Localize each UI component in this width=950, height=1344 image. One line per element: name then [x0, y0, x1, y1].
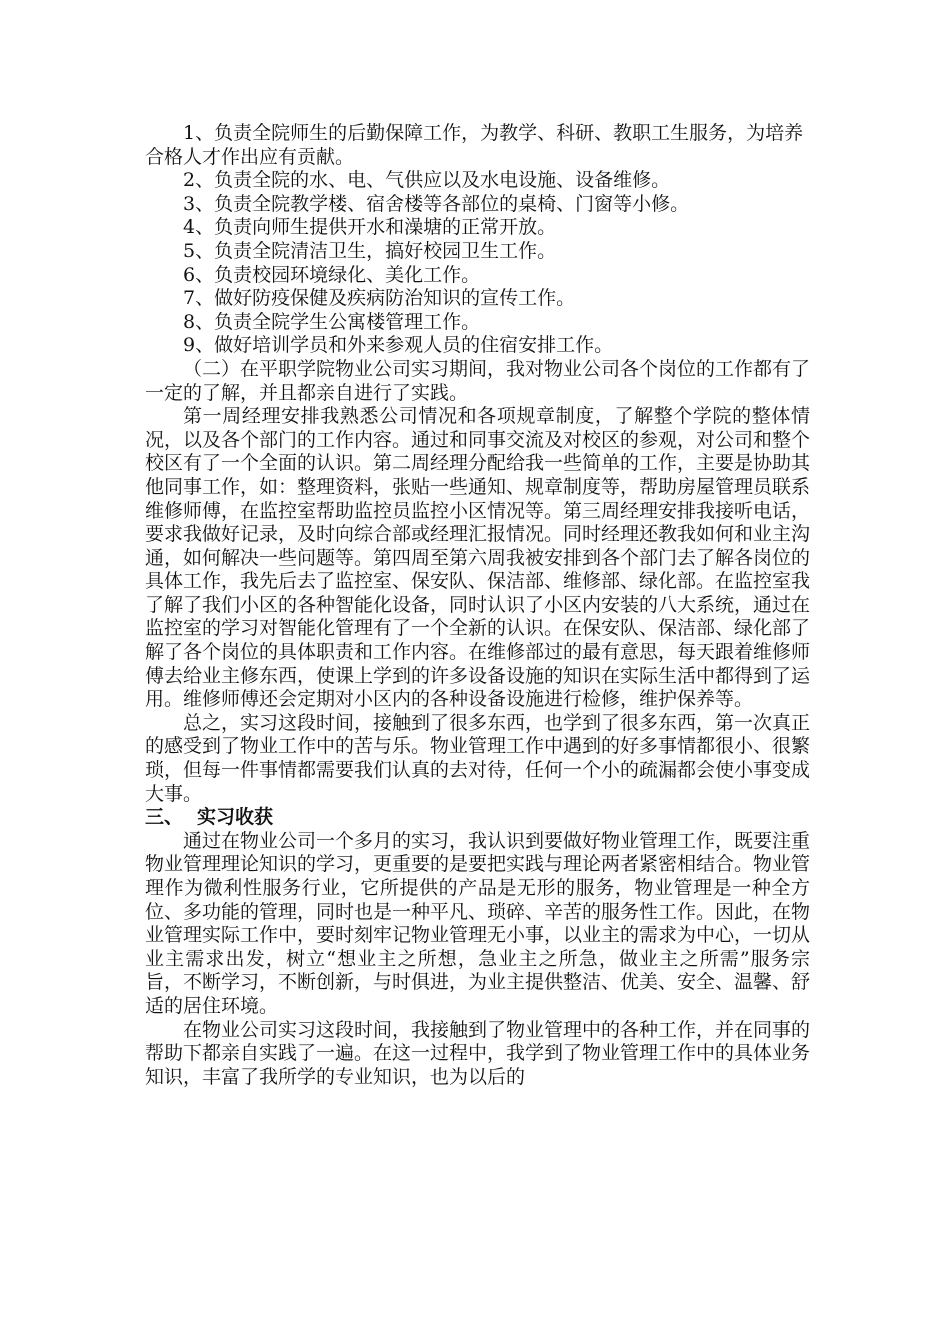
section-title: 实习收获 [197, 806, 274, 829]
document-body [145, 122, 810, 1089]
section-heading [145, 806, 810, 830]
internship-intro-paragraph: （二）在平职学院物业公司实习期间，我对物业公司各个岗位的工作都有了一定的了解，并且都亲自进行了实践。 [145, 357, 811, 404]
gains-paragraph-2: 在物业公司实习这段时间，我接触到了物业管理中的各种工作，并在同事的帮助下都亲自实践了一遍。在这一过程中，我学到了物业管理工作中的具体业务知识，丰富了我所学的专业知识，也为以后的 [145, 1018, 811, 1088]
duty-item-3: 3、负责全院教学楼、宿舍楼等各部位的桌椅、门窗等小修。 [183, 192, 690, 215]
duty-item-4: 4、负责向师生提供开水和澡塘的正常开放。 [183, 216, 557, 239]
duty-item-1: 1、负责全院师生的后勤保障工作，为教学、科研、教职工生服务，为培养合格人才作出应有贡献。 [145, 122, 804, 168]
gains-paragraph-1: 通过在物业公司一个多月的实习，我认识到要做好物业管理工作，既要注重物业管理理论知识的学习，更重要的是要把实践与理论两者紧密相结合。物业管理作为微利性服务行业，它所提供的产品是无形的服务，物业管理是一种全方位、多功能的管理，同时也是一种平凡、琐碎、辛苦的服务性工作。因此，在物业管理实际工作中，要时刻牢记物业管理无小事，以业主的需求为中心，一切从业主需求出发，树立“想业主之所想，急业主之所急，做业主之所需”服务宗旨，不断学习，不断创新，与时俱进，为业主提供整洁、优美、安全、温馨、舒适的居住环境。 [145, 829, 811, 1017]
duty-item-5: 5、负责全院清洁卫生，搞好校园卫生工作。 [183, 239, 557, 262]
duty-item-2: 2、负责全院的水、电、气供应以及水电设施、设备维修。 [183, 169, 671, 192]
duty-item-9: 9、做好培训学员和外来参观人员的住宿安排工作。 [183, 334, 614, 357]
duty-item-7: 7、做好防疫保健及疾病防治知识的宣传工作。 [183, 287, 576, 310]
internship-summary-paragraph: 总之，实习这段时间，接触到了很多东西，也学到了很多东西，第一次真正的感受到了物业工作中的苦与乐。物业管理工作中遇到的好多事情都很小、很繁琐，但每一件事情都需要我们认真的去对待，任何一个小的疏漏都会使小事变成大事。 [145, 711, 811, 805]
internship-weeks-paragraph: 第一周经理安排我熟悉公司情况和各项规章制度，了解整个学院的整体情况，以及各个部门的工作内容。通过和同事交流及对校区的参观，对公司和整个校区有了一个全面的认识。第二周经理分配给我一些简单的工作，主要是协助其他同事工作，如：整理资料，张贴一些通知、规章制度等，帮助房屋管理员联系维修师傅，在监控室帮助监控员监控小区情况等。第三周经理安排我接听电话，要求我做好记录，及时向综合部或经理汇报情况。同时经理还教我如何和业主沟通，如何解决一些问题等。第四周至第六周我被安排到各个部门去了解各岗位的具体工作，我先后去了监控室、保安队、保洁部、维修部、绿化部。在监控室我了解了我们小区的各种智能化设备，同时认识了小区内安装的八大系统，通过在监控室的学习对智能化管理有了一个全新的认识。在保安队、保洁部、绿化部了解了各个岗位的具体职责和工作内容。在维修部过的最有意思，每天跟着维修师傅去给业主修东西，使课上学到的许多设备设施的知识在实际生活中都得到了运用。维修师傅还会定期对小区内的各种设备设施进行检修，维护保养等。 [145, 405, 811, 711]
section-number: 三、 [145, 806, 184, 829]
duty-item-8: 8、负责全院学生公寓楼管理工作。 [183, 310, 481, 333]
duty-item-6: 6、负责校园环境绿化、美化工作。 [183, 263, 481, 286]
